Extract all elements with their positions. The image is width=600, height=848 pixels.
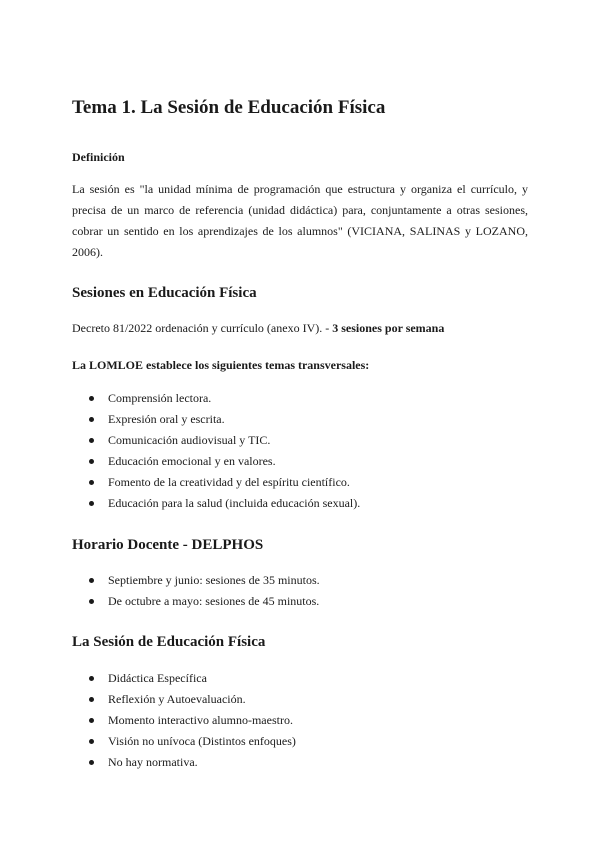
session-pe-heading: La Sesión de Educación Física (72, 634, 266, 650)
decree-text: Decreto 81/2022 ordenación y currículo (anexo IV). - (72, 321, 333, 335)
decree-bold: 3 sesiones por semana (332, 321, 445, 335)
list-item: Comunicación audiovisual y TIC. (72, 430, 360, 451)
list-item: Fomento de la creatividad y del espíritu científico. (72, 472, 360, 493)
bullet-icon (89, 599, 94, 604)
definition-heading: Definición (72, 150, 125, 164)
list-item: No hay normativa. (72, 752, 296, 773)
lomloe-list (72, 388, 360, 514)
bullet-icon (89, 396, 94, 401)
bullet-icon (89, 459, 94, 464)
bullet-icon (89, 438, 94, 443)
list-item: Reflexión y Autoevaluación. (72, 689, 296, 710)
list-item: Educación para la salud (incluida educación sexual). (72, 493, 360, 514)
bullet-icon (89, 501, 94, 506)
definition-text: La sesión es "la unidad mínima de programación que estructura y organiza el currículo, y precisa de un marco de referencia (unidad didáctica) para, conjuntamente a otras sesiones, cobrar un sentido en los aprendizajes de los alumnos" (VICIANA, SALINAS y LOZANO, 2006). (72, 182, 528, 259)
list-item: Momento interactivo alumno-maestro. (72, 710, 296, 731)
bullet-icon (89, 697, 94, 702)
bullet-icon (89, 739, 94, 744)
bullet-icon (89, 480, 94, 485)
list-item: De octubre a mayo: sesiones de 45 minutos. (72, 591, 320, 612)
list-item: Expresión oral y escrita. (72, 409, 360, 430)
lomloe-heading: La LOMLOE establece los siguientes temas transversales: (72, 358, 370, 372)
schedule-heading: Horario Docente - DELPHOS (72, 537, 264, 553)
bullet-icon (89, 676, 94, 681)
list-item: Septiembre y junio: sesiones de 35 minutos. (72, 570, 320, 591)
decree-line (72, 321, 444, 336)
bullet-icon (89, 417, 94, 422)
bullet-icon (89, 718, 94, 723)
session-pe-list (72, 668, 296, 773)
sessions-heading: Sesiones en Educación Física (72, 285, 257, 301)
list-item: Visión no unívoca (Distintos enfoques) (72, 731, 296, 752)
list-item: Educación emocional y en valores. (72, 451, 360, 472)
bullet-icon (89, 578, 94, 583)
bullet-icon (89, 760, 94, 765)
page-title: Tema 1. La Sesión de Educación Física (72, 97, 386, 118)
list-item: Didáctica Específica (72, 668, 296, 689)
list-item: Comprensión lectora. (72, 388, 360, 409)
schedule-list (72, 570, 320, 612)
